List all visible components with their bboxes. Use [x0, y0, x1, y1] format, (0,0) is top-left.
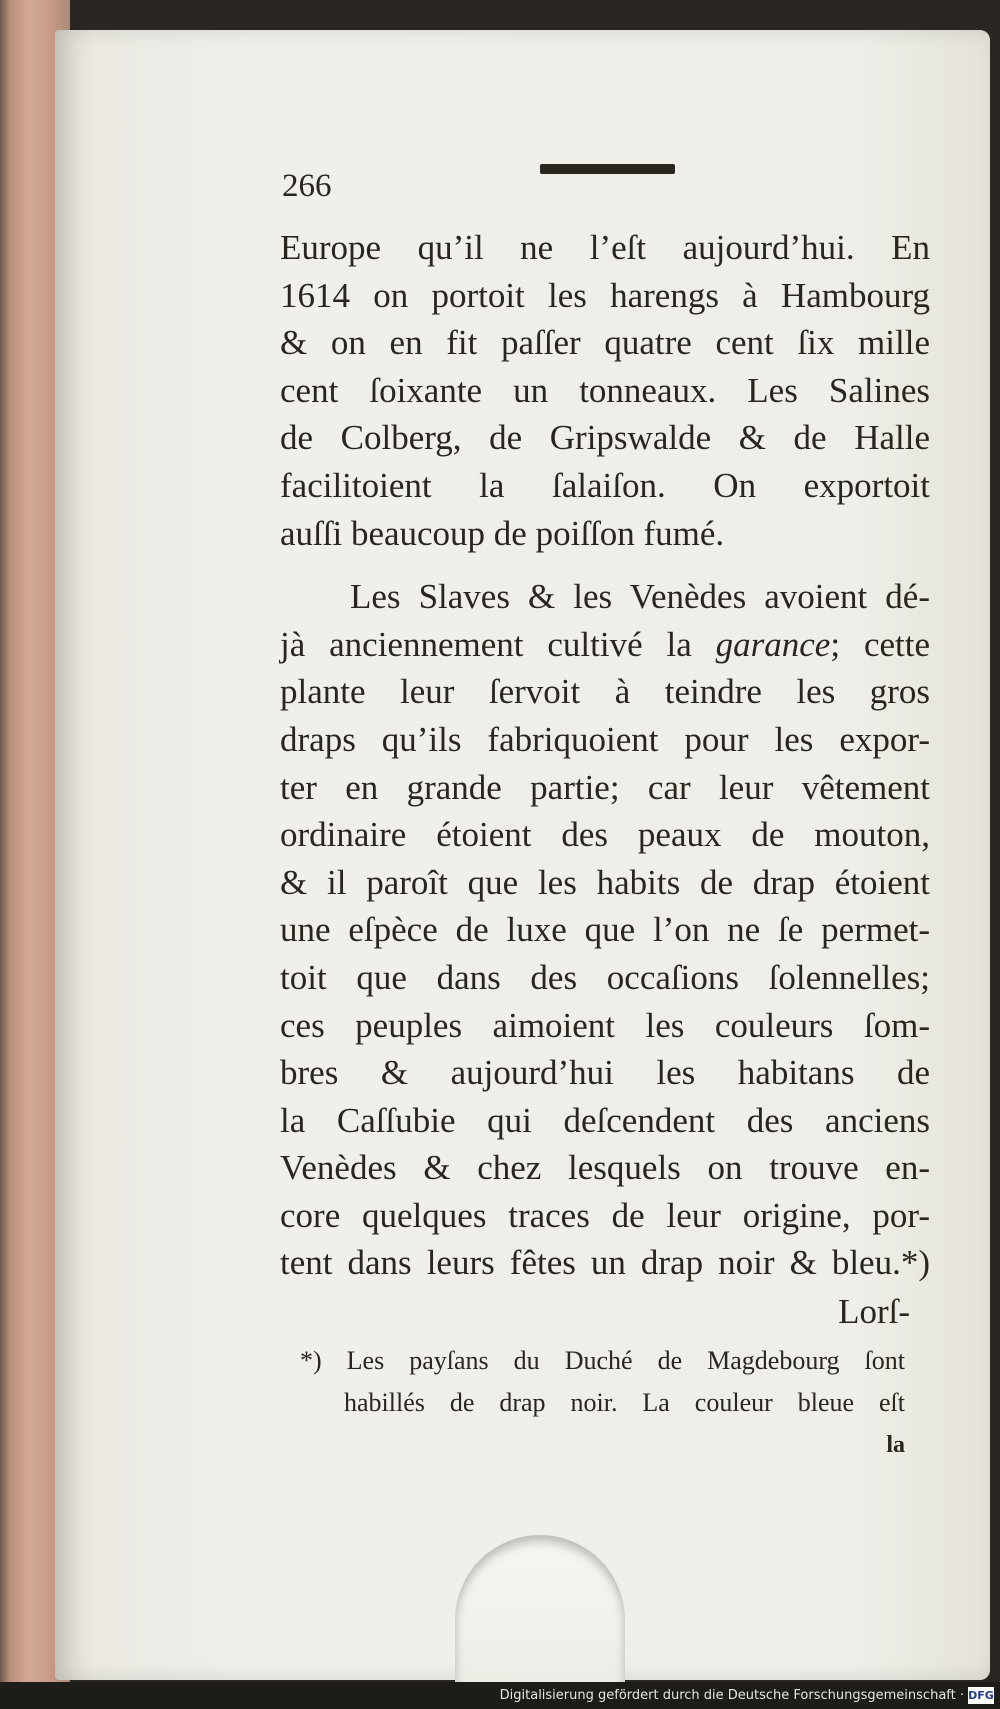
text-line: draps qu’ils fabriquoient pour les expor- — [280, 719, 930, 759]
footnote-catchword: la — [886, 1432, 905, 1458]
footnote-line: *) Les payſans du Duché de Magdebourg ſont — [300, 1346, 905, 1375]
text-segment: jà anciennement cultivé la — [280, 624, 716, 664]
catchword: Lorſ- — [838, 1292, 910, 1332]
text-line: & on en fit paſſer quatre cent ſix mille — [280, 323, 930, 363]
text-line: 1614 on portoit les harengs à Hambourg — [280, 275, 930, 315]
text-line — [280, 621, 930, 669]
text-line: Europe qu’il ne l’eſt aujourd’hui. En — [280, 228, 930, 267]
text-line: bres & aujourd’hui les habitans de — [280, 1053, 930, 1093]
text-line: ces peuples aimoient les couleurs ſom- — [280, 1005, 930, 1045]
text-line: facilitoient la ſalaiſon. On exportoit — [280, 465, 930, 505]
text-line: Les Slaves & les Venèdes avoient dé- — [350, 577, 930, 617]
text-line: la Caſſubie qui deſcendent des anciens — [280, 1100, 930, 1140]
header-ornament-rule — [540, 164, 675, 174]
text-line: auſſi beaucoup de poiſſon fumé. — [280, 513, 725, 553]
main-text — [280, 224, 930, 1337]
dfg-logo: DFG — [968, 1689, 994, 1702]
text-line: Venèdes & chez lesquels on trouve en- — [280, 1148, 930, 1188]
footnote-line: habillés de drap noir. La couleur bleue eſt — [344, 1388, 905, 1417]
text-line: core quelques traces de leur origine, por- — [280, 1195, 930, 1235]
text-segment: ; cette — [830, 624, 931, 664]
text-line: plante leur ſervoit à teindre les gros — [280, 672, 930, 712]
digitization-credit: Digitalisierung gefördert durch die Deutsche Forschungsgemeinschaft · — [499, 1688, 964, 1703]
text-line: ter en grande partie; car leur vêtement — [280, 767, 930, 807]
text-line: toit que dans des occaſions ſolennelles; — [280, 957, 930, 997]
text-line: cent ſoixante un tonneaux. Les Salines — [280, 370, 930, 410]
text-line: de Colberg, de Gripswalde & de Halle — [280, 418, 930, 458]
text-line: ordinaire étoient des peaux de mouton, — [280, 815, 930, 855]
text-line: tent dans leurs fêtes un drap noir & bleu.*) — [280, 1243, 930, 1283]
footnote — [300, 1340, 905, 1466]
page-number: 266 — [282, 168, 332, 204]
paragraph-gap — [280, 557, 930, 573]
italic-term: garance — [715, 624, 831, 664]
text-line: une eſpèce de luxe que l’on ne ſe permet- — [280, 910, 930, 950]
text-line: & il paroît que les habits de drap étoient — [280, 862, 930, 902]
